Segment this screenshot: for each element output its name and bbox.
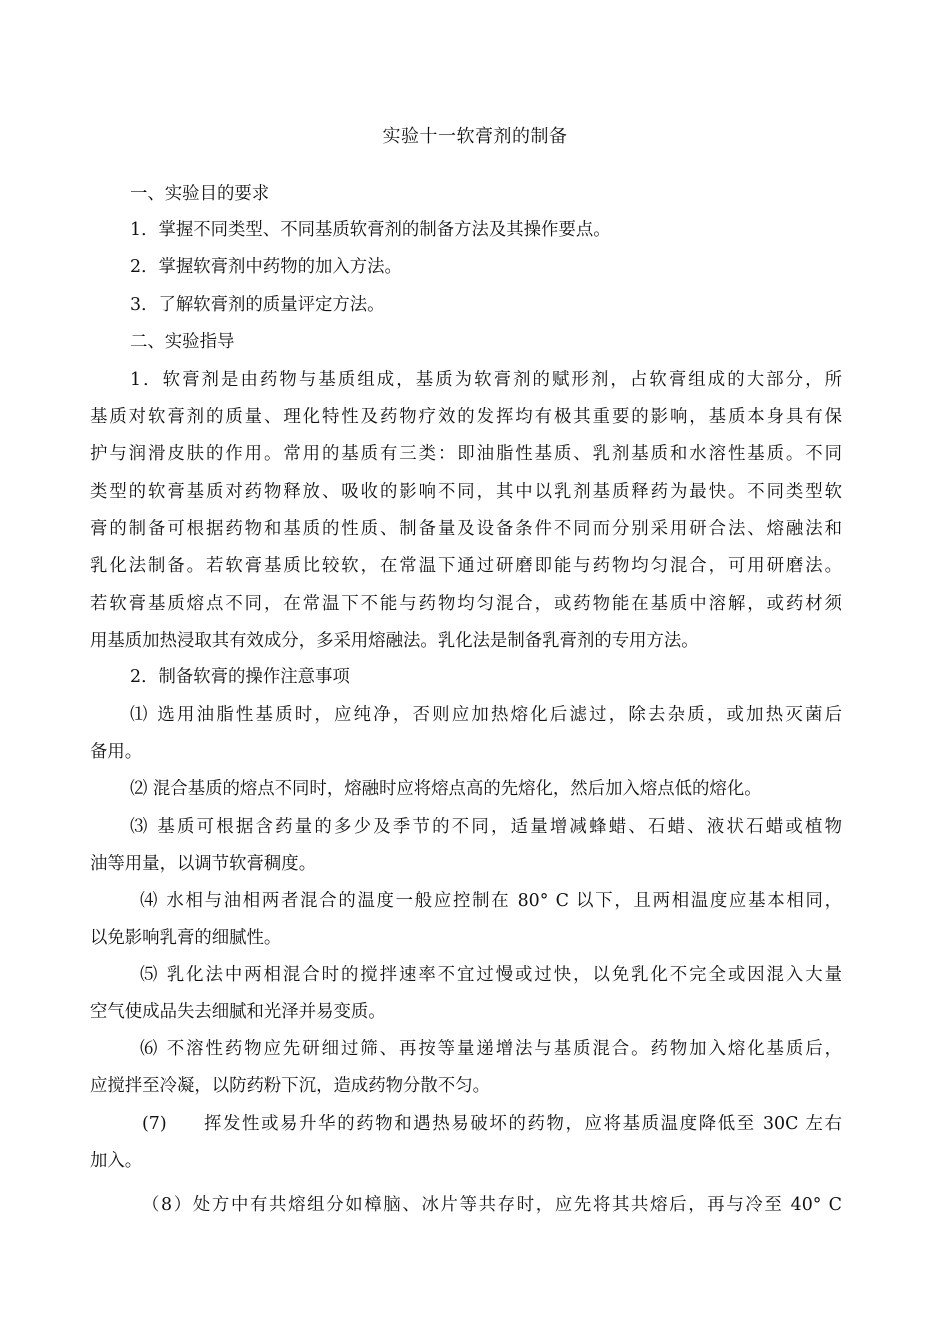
note-4-line: ⑷ 水相与油相两者混合的温度一般应控制在 80° C 以下，且两相温度应基本相同， (140, 891, 842, 911)
note-5-line: 空气使成品失去细腻和光泽并易变质。 (90, 1002, 386, 1022)
note-7-line: 挥发性或易升华的药物和遇热易破坏的药物，应将基质温度降低至 30C 左右 (204, 1114, 842, 1134)
para1-line: 护与润滑皮肤的作用。常用的基质有三类：即油脂性基质、乳剂基质和水溶性基质。不同 (90, 444, 842, 464)
para1-line: 基质对软膏剂的质量、理化特性及药物疗效的发挥均有极其重要的影响，基质本身具有保 (90, 407, 842, 427)
note-2-line: ⑵ 混合基质的熔点不同时，熔融时应将熔点高的先熔化，然后加入熔点低的熔化。 (130, 779, 762, 799)
para1-line: 类型的软膏基质对药物释放、吸收的影响不同，其中以乳剂基质释药为最快。不同类型软 (90, 482, 842, 502)
note-6-line: 应搅拌至冷凝，以防药粉下沉，造成药物分散不匀。 (90, 1076, 490, 1096)
note-3-line: 油等用量，以调节软膏稠度。 (90, 854, 317, 874)
para2-heading: 2．制备软膏的操作注意事项 (130, 667, 350, 687)
objective-item-2: 2．掌握软膏剂中药物的加入方法。 (130, 257, 402, 277)
note-7-line: 加入。 (90, 1151, 143, 1171)
para1-line: 用基质加热浸取其有效成分，多采用熔融法。乳化法是制备乳膏剂的专用方法。 (90, 631, 699, 651)
note-1-line: 备用。 (90, 742, 143, 762)
page-title: 实验十一软膏剂的制备 (382, 126, 568, 147)
section2-heading: 二、实验指导 (130, 332, 235, 352)
para1-line: 1．软膏剂是由药物与基质组成，基质为软膏剂的赋形剂，占软膏组成的大部分，所 (130, 370, 842, 390)
note-1-line: ⑴ 选用油脂性基质时，应纯净，否则应加热熔化后滤过，除去杂质，或加热灭菌后 (130, 705, 842, 725)
para1-line: 若软膏基质熔点不同，在常温下不能与药物均匀混合，或药物能在基质中溶解，或药材须 (90, 594, 842, 614)
note-6-line: ⑹ 不溶性药物应先研细过筛、再按等量递增法与基质混合。药物加入熔化基质后， (140, 1039, 842, 1059)
para1-line: 乳化法制备。若软膏基质比较软，在常温下通过研磨即能与药物均匀混合，可用研磨法。 (90, 556, 842, 576)
note-8-line: （8）处方中有共熔组分如樟脑、冰片等共存时，应先将其共熔后，再与冷至 40° C (142, 1195, 842, 1215)
objective-item-1: 1．掌握不同类型、不同基质软膏剂的制备方法及其操作要点。 (130, 220, 611, 240)
para1-line: 膏的制备可根据药物和基质的性质、制备量及设备条件不同而分别采用研合法、熔融法和 (90, 519, 842, 539)
note-3-line: ⑶ 基质可根据含药量的多少及季节的不同，适量增减蜂蜡、石蜡、液状石蜡或植物 (130, 817, 842, 837)
section1-heading: 一、实验目的要求 (130, 184, 270, 204)
note-5-line: ⑸ 乳化法中两相混合时的搅拌速率不宜过慢或过快，以免乳化不完全或因混入大量 (140, 965, 842, 985)
note-7-number: (7) (142, 1114, 167, 1134)
note-4-line: 以免影响乳膏的细腻性。 (90, 928, 282, 948)
objective-item-3: 3．了解软膏剂的质量评定方法。 (130, 295, 385, 315)
